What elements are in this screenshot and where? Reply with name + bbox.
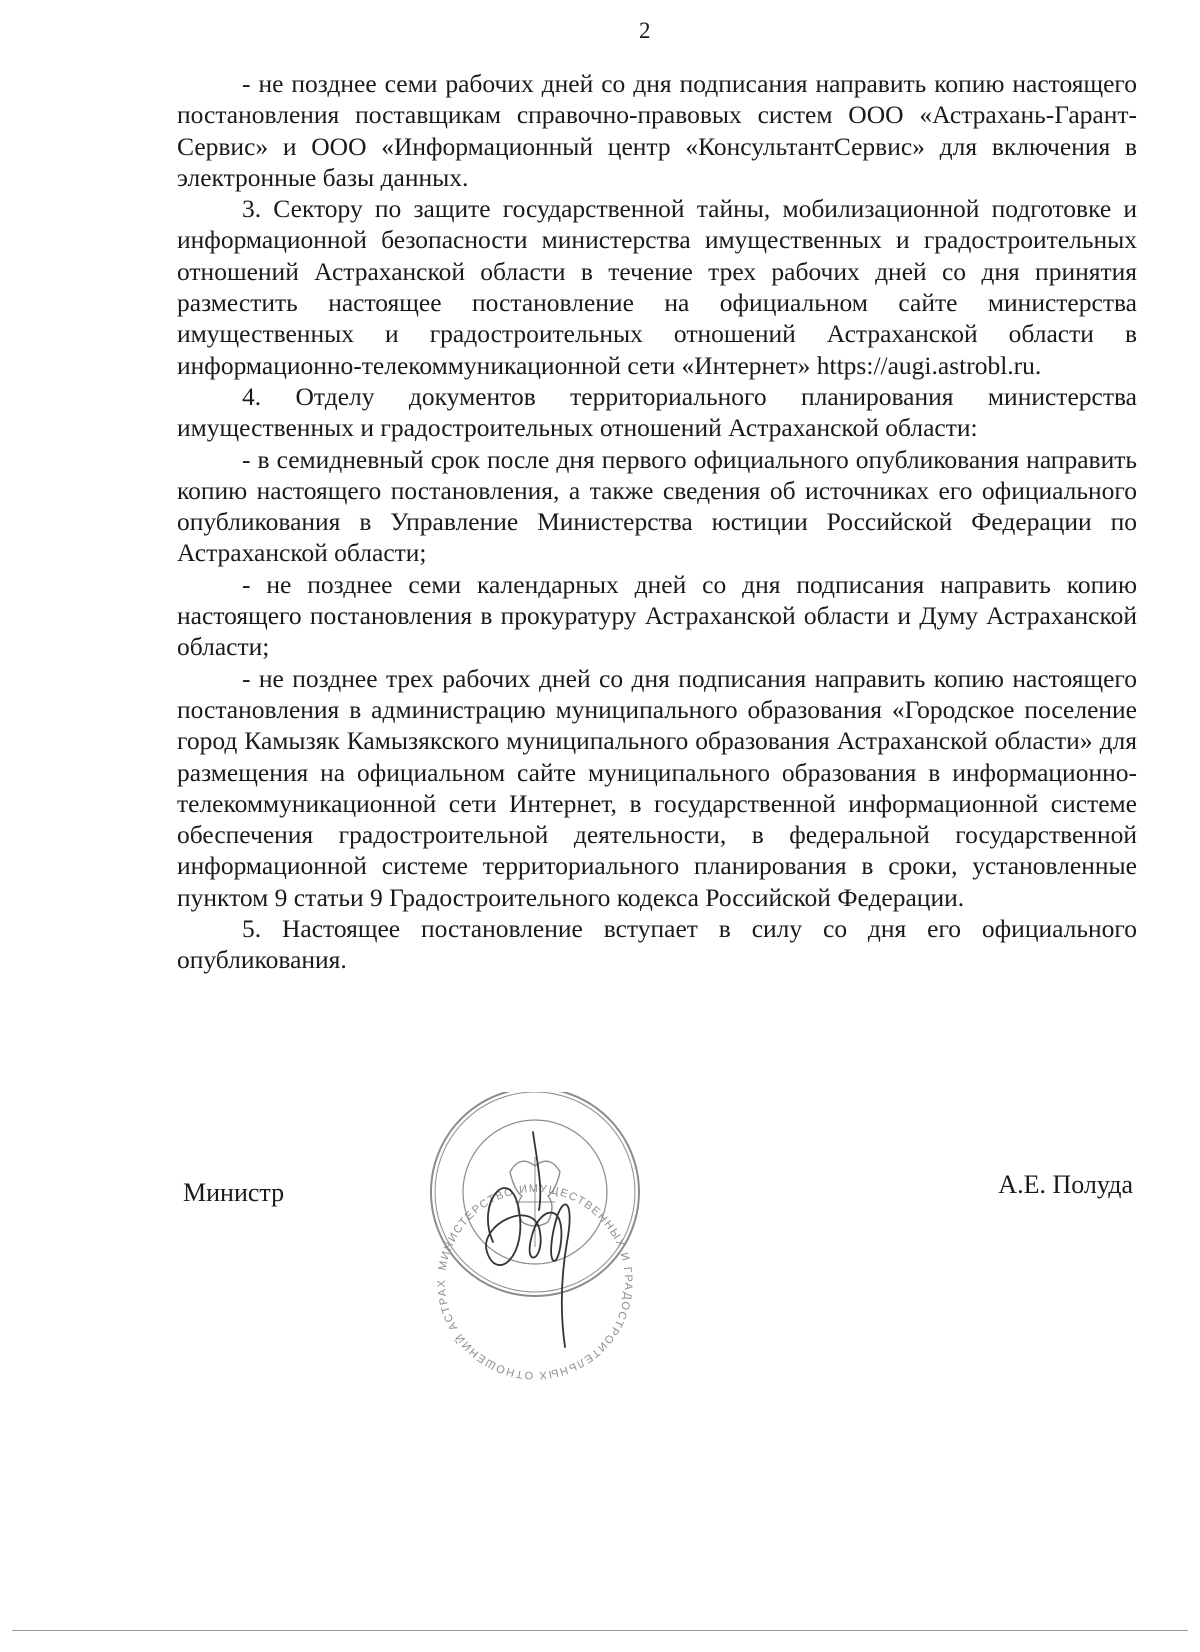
official-stamp [415, 1092, 655, 1392]
footer-rule [12, 1630, 1188, 1631]
paragraph-item-4-justice: - в семидневный срок после дня первого официального опубликования направить копию настоящего постановления, а также сведения об источниках его официального опубликования в Управление Министерства юстиции Российской Федерации по Астраханской области; [177, 444, 1137, 568]
paragraph-item-4: 4. Отделу документов территориального планирования министерства имущественных и градостроительных отношений Астраханской области: [177, 381, 1137, 443]
paragraph-item-3: 3. Сектору по защите государственной тайны, мобилизационной подготовке и информационной безопасности министерства имущественных и градостроительных отношений Астраханской области в течение трех рабочих дней со дня принятия разместить настоящее постановление на официальном сайте министерства имущественных и градостроительных отношений Астраханской области в информационно-телекоммуникационной сети «Интернет» https://augi.astrobl.ru. [177, 194, 1137, 380]
handwritten-signature [486, 1132, 570, 1347]
page-number: 2 [639, 18, 651, 43]
svg-text:МИНИСТЕРСТВО ИМУЩЕСТВЕННЫХ И Г: МИНИСТЕРСТВО ИМУЩЕСТВЕННЫХ И ГРАДОСТРОИТЕЛЬНЫХ ОТНОШЕНИЙ АСТРАХ [435, 1182, 635, 1382]
document-body [177, 68, 1137, 976]
position-title: Министр [183, 1178, 285, 1207]
paragraph-item-5: 5. Настоящее постановление вступает в силу со дня его официального опубликования. [177, 914, 1137, 975]
paragraph-item-4-prosecutor: - не позднее семи календарных дней со дня подписания направить копию настоящего постановления в прокуратуру Астраханской области и Думу Астраханской области; [177, 569, 1137, 662]
paragraph-reference-systems: - не позднее семи рабочих дней со дня подписания направить копию настоящего постановления поставщикам справочно-правовых систем ООО «Астрахань-Гарант-Сервис» и ООО «Информационный центр «КонсультантСервис» для включения в электронные базы данных. [177, 69, 1137, 192]
signature-block [0, 1160, 1200, 1400]
minister-name: А.Е. Полуда [998, 1170, 1133, 1199]
paragraph-item-4-municipality: - не позднее трех рабочих дней со дня подписания направить копию настоящего постановления в администрацию муниципального образования «Городское поселение город Камызяк Камызякского муниципального образования Астраханской области» для размещения на официальном сайте муниципального образования в информационно-телекоммуникационной сети Интернет, в государственной информационной системе обеспечения градостроительной деятельности, в федеральной государственной информационной системе территориального планирования в сроки, установленные пунктом 9 статьи 9 Градостроительного кодекса Российской Федерации. [177, 663, 1137, 912]
